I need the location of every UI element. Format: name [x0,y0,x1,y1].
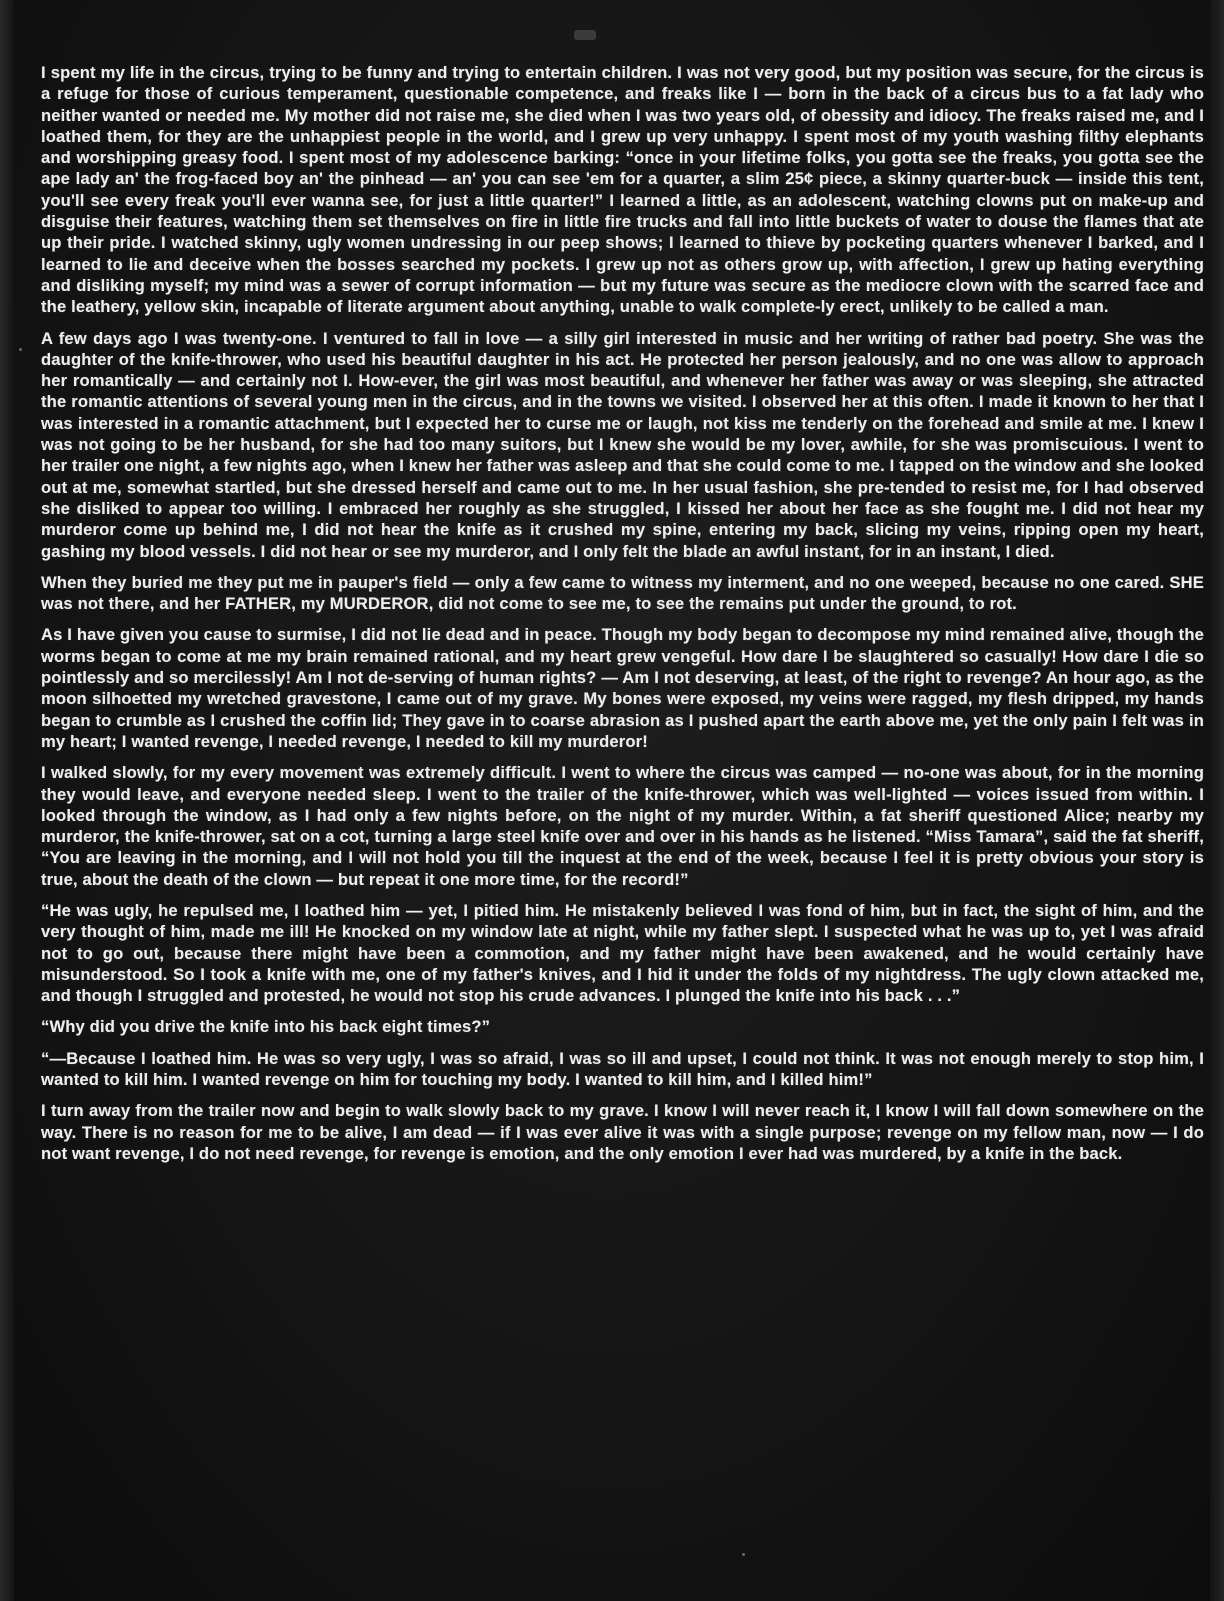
story-text [41,62,1204,1174]
paragraph: “He was ugly, he repulsed me, I loathed him — yet, I pitied him. He mistakenly believed I was fond of him, but in fact, the sight of him, and the very thought of him, made me ill! He knocked on my window late at night, while my father slept. I suspected what he was up to, yet I was afraid not to go out, because there might have been a commotion, and my father might have been awakened, and he would certainly have misunderstood. So I took a knife with me, one of my father's knives, and I hid it under the folds of my nightdress. The ugly clown attacked me, and though I struggled and protested, he would not stop his crude advances. I plunged the knife into his back . . .” [41,900,1204,1006]
paragraph: I turn away from the trailer now and begin to walk slowly back to my grave. I know I will never reach it, I know I will fall down somewhere on the way. There is no reason for me to be alive, I am dead — if I was ever alive it was with a single purpose; revenge on my fellow man, now — I do not want revenge, I do not need revenge, for revenge is emotion, and the only emotion I ever had was murdered, by a knife in the back. [41,1101,1204,1163]
dust-speck [19,348,22,351]
paragraph: I spent my life in the circus, trying to be funny and trying to entertain children. I was not very good, but my position was secure, for the circus is a refuge for those of curious temperament, questionable competence, and freaks like I — born in the back of a circus bus to a fat lady who neither wanted or needed me. My mother did not raise me, she died when I was two years old, of obessity and idiocy. The freaks raised me, and I loathed them, for they are the unhappiest people in the world, and I grew up very unhappy. I spent most of my youth washing filthy elephants and worshipping greasy food. I spent most of my adolescence barking: “once in your lifetime folks, you gotta see the freaks, you gotta see the ape lady an' the frog-faced boy an' the pinhead — an' you can see 'em for a quarter, a slim 25¢ piece, a skinny quarter-buck — inside this tent, you'll see every freak you'll ever wanna see, for just a little quarter!” I learned a little, as an adolescent, watching clowns put on make-up and disguise their features, watching them set themselves on fire in little fire trucks and fall into little buckets of water to douse the flames that ate up their pride. I watched skinny, ugly women undressing in our peep shows; I learned to thieve by pocketing quarters whenever I barked, and I learned to lie and deceive when the bosses searched my pockets. I grew up not as others grow up, with affection, I grew up hating everything and disliking myself; my mind was a sewer of corrupt information — but my future was secure as the mediocre clown with the scarred face and the leathery, yellow skin, incapable of literate argument about anything, unable to walk complete-ly erect, unlikely to be called a man. [41,63,1204,317]
print-mark [574,30,596,40]
paragraph: “—Because I loathed him. He was so very ugly, I was so afraid, I was so ill and upset, I could not think. It was not enough merely to stop him, I wanted to kill him. I wanted revenge on him for touching my body. I wanted to kill him, and I killed him!” [41,1048,1204,1090]
paragraph: “Why did you drive the knife into his back eight times?” [41,1017,491,1037]
paragraph: When they buried me they put me in pauper's field — only a few came to witness my interment, and no one weeped, because no one cared. SHE was not there, and her FATHER, my MURDEROR, did not come to see me, to see the remains put under the ground, to rot. [41,572,1204,614]
paragraph: A few days ago I was twenty-one. I ventured to fall in love — a silly girl interested in music and her writing of rather bad poetry. She was the daughter of the knife-thrower, who used his beautiful daughter in his act. He protected her person jealously, and no one was allow to approach her romantically — and certainly not I. How-ever, the girl was most beautiful, and whenever her father was away or was sleeping, she attracted the romantic attentions of several young men in the circus, and in the towns we visited. I observed her at this often. I made it known to her that I was interested in a romantic attachment, but I expected her to curse me or laugh, not kiss me tenderly on the forehead and smile at me. I knew I was not going to be her husband, for she had too many suitors, but I knew she would be my lover, awhile, for she was promiscuious. I went to her trailer one night, a few nights ago, when I knew her father was asleep and that she could come to me. I tapped on the window and she looked out at me, somewhat startled, but she dressed herself and came out to me. In her usual fashion, she pre-tended to resist me, for I had observed she disliked to appear too willing. I embraced her roughly as she struggled, I kissed her about her face as she fought me. I did not hear my murderor come up behind me, I did not hear the knife as it crushed my spine, entering my back, slicing my veins, ripping open my heart, gashing my blood vessels. I did not hear or see my murderor, and I only felt the blade an awful instant, for in an instant, I died. [41,328,1204,561]
scan-edge-left [0,0,14,1601]
paragraph: As I have given you cause to surmise, I did not lie dead and in peace. Though my body began to decompose my mind remained alive, though the worms began to come at me my brain remained rational, and my heart grew vengeful. How dare I be slaughtered so casually! How dare I die so pointlessly and so mercilessly! Am I not de-serving of human rights? — Am I not deserving, at least, of the right to revenge? An hour ago, as the moon silhoetted my wretched gravestone, I came out of my grave. My bones were exposed, my veins were ragged, my flesh dripped, my hands began to crumble as I crushed the coffin lid; They gave in to coarse abrasion as I pushed apart the earth above me, yet the only pain I felt was in my heart; I wanted revenge, I needed revenge, I needed to kill my murderor! [41,625,1204,751]
scan-edge-right [1210,0,1224,1601]
dust-speck [742,1553,745,1556]
paragraph: I walked slowly, for my every movement was extremely difficult. I went to where the circus was camped — no-one was about, for in the morning they would leave, and everyone needed sleep. I went to the trailer of the knife-thrower, which was well-lighted — voices issued from within. I looked through the window, as I had only a few nights before, on the night of my murder. Within, a fat sheriff questioned Alice; nearby my murderor, the knife-thrower, sat on a cot, turning a large steel knife over and over in his hands as he listened. “Miss Tamara”, said the fat sheriff, “You are leaving in the morning, and I will not hold you till the inquest at the end of the week, because I feel it is pretty obvious your story is true, about the death of the clown — but repeat it one more time, for the record!” [41,763,1204,889]
